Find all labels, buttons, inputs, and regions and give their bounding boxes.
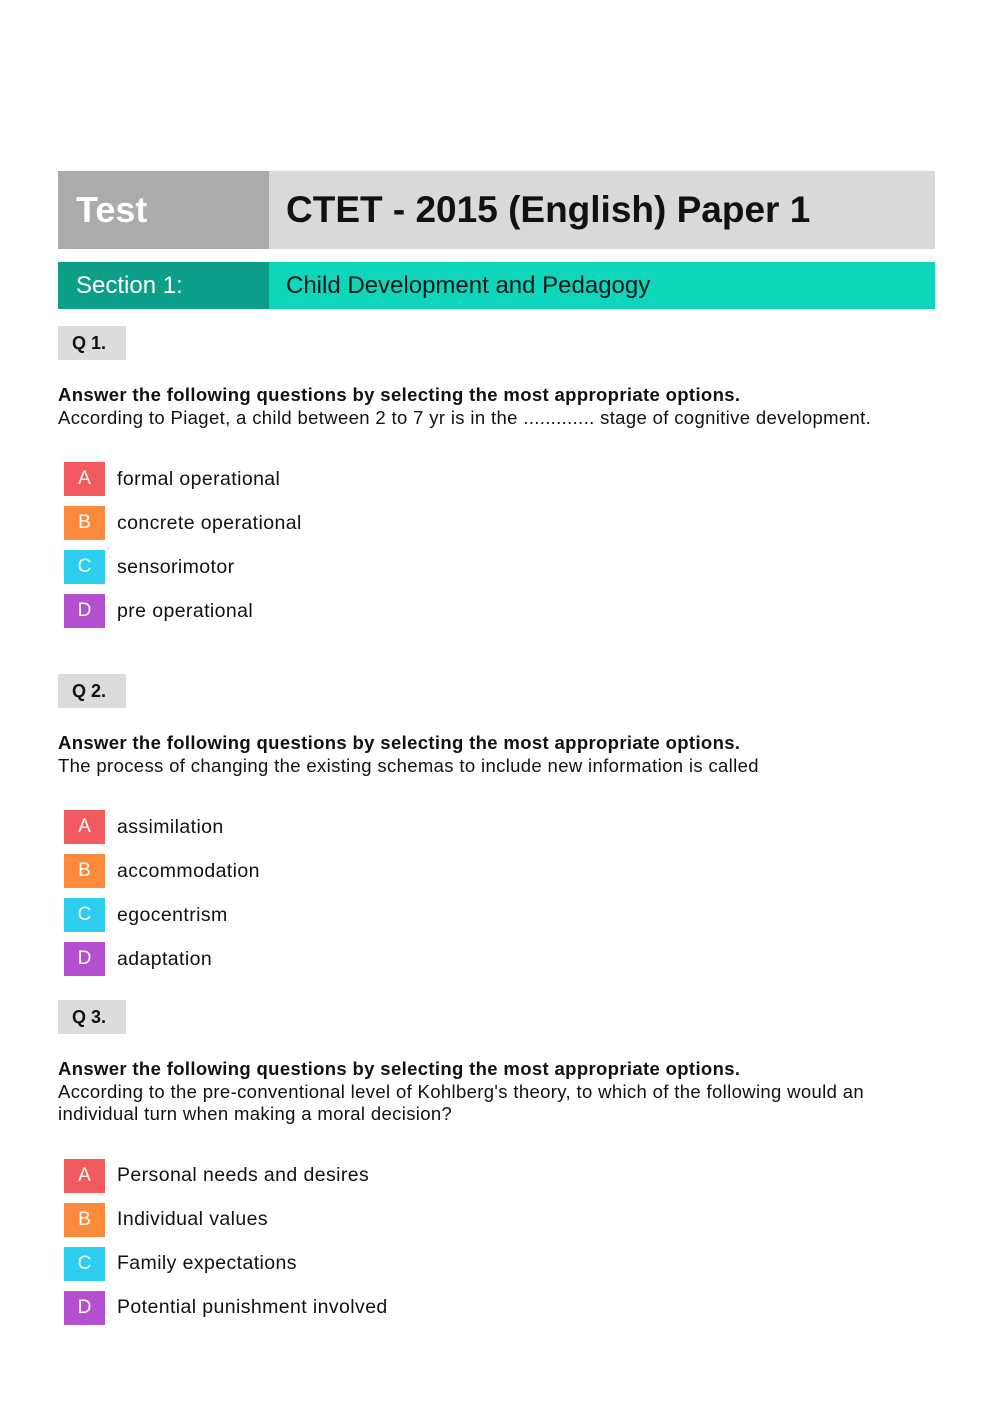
question-instruction: Answer the following questions by selecting the most appropriate options.	[58, 384, 741, 405]
test-title-banner	[58, 171, 935, 249]
option-c[interactable]	[64, 893, 935, 937]
option-list	[58, 457, 935, 633]
option-text: Potential punishment involved	[117, 1296, 388, 1318]
question-text: According to the pre-conventional level of Kohlberg's theory, to which of the following would an individual turn when making a moral decision?	[58, 1080, 865, 1124]
question-number: Q 1.	[58, 326, 126, 360]
option-a[interactable]	[64, 805, 935, 849]
option-letter-badge: B	[64, 854, 105, 888]
option-text: assimilation	[117, 815, 224, 838]
option-letter-badge: A	[64, 1159, 105, 1193]
question-body	[58, 1058, 935, 1126]
option-text: concrete operational	[117, 511, 302, 534]
option-c[interactable]	[64, 545, 935, 589]
option-text: Personal needs and desires	[117, 1164, 370, 1186]
question-1	[58, 326, 935, 633]
option-letter-badge: D	[64, 594, 105, 628]
option-d[interactable]	[64, 937, 935, 981]
question-3	[58, 1000, 935, 1330]
question-2	[58, 674, 935, 981]
option-text: adaptation	[117, 947, 213, 970]
option-text: Family expectations	[117, 1252, 297, 1274]
section-title: Child Development and Pedagogy	[269, 262, 935, 309]
section-label: Section 1:	[58, 262, 269, 309]
option-letter-badge: B	[64, 1203, 105, 1237]
section-banner	[58, 262, 935, 309]
option-letter-badge: A	[64, 462, 105, 496]
document-page	[58, 171, 935, 1318]
option-d[interactable]	[64, 589, 935, 633]
paper-title: CTET - 2015 (English) Paper 1	[269, 171, 935, 249]
question-instruction: Answer the following questions by selecting the most appropriate options.	[58, 732, 741, 753]
option-letter-badge: A	[64, 810, 105, 844]
question-number: Q 2.	[58, 674, 126, 708]
option-letter-badge: C	[64, 898, 105, 932]
option-d[interactable]	[64, 1286, 935, 1330]
option-a[interactable]	[64, 457, 935, 501]
option-letter-badge: C	[64, 550, 105, 584]
option-b[interactable]	[64, 501, 935, 545]
option-text: pre operational	[117, 599, 254, 622]
option-list	[58, 1154, 935, 1330]
option-text: egocentrism	[117, 903, 228, 926]
question-instruction: Answer the following questions by selecting the most appropriate options.	[58, 1058, 741, 1079]
option-c[interactable]	[64, 1242, 935, 1286]
option-text: Individual values	[117, 1208, 268, 1230]
test-label: Test	[58, 171, 269, 249]
option-text: formal operational	[117, 467, 281, 490]
option-list	[58, 805, 935, 981]
option-b[interactable]	[64, 1198, 935, 1242]
option-b[interactable]	[64, 849, 935, 893]
option-letter-badge: D	[64, 1291, 105, 1325]
question-body	[58, 732, 935, 777]
option-text: sensorimotor	[117, 555, 235, 578]
question-body	[58, 384, 935, 429]
option-letter-badge: C	[64, 1247, 105, 1281]
question-text: According to Piaget, a child between 2 to 7 yr is in the ............. stage of cognitive development.	[58, 406, 872, 428]
option-a[interactable]	[64, 1154, 935, 1198]
option-letter-badge: B	[64, 506, 105, 540]
option-letter-badge: D	[64, 942, 105, 976]
question-text: The process of changing the existing schemas to include new information is called	[58, 754, 759, 776]
option-text: accommodation	[117, 859, 260, 882]
question-number: Q 3.	[58, 1000, 126, 1034]
